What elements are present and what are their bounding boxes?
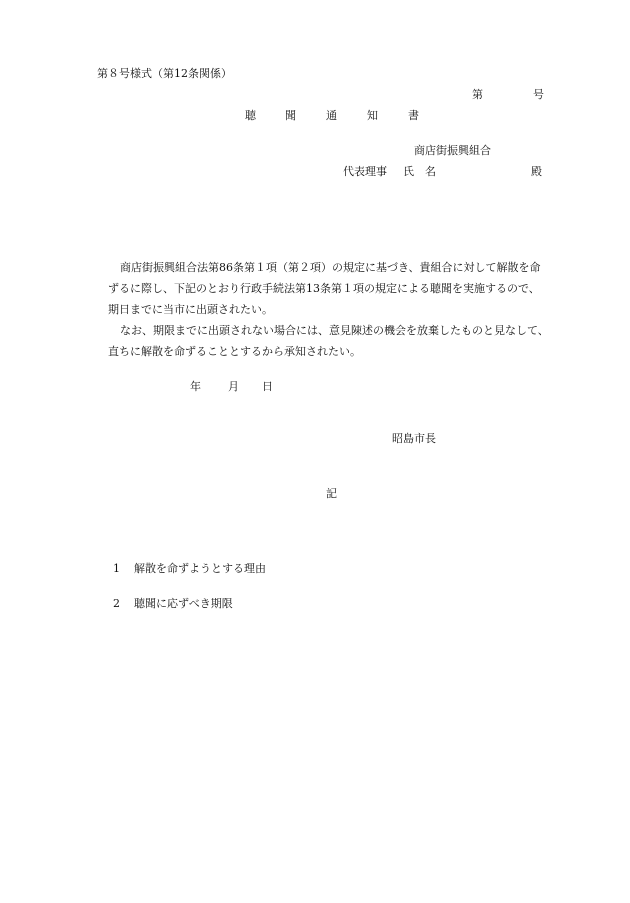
date-year: 年 <box>190 380 201 393</box>
title-char: 書 <box>408 109 419 122</box>
title-char: 通 <box>326 109 337 122</box>
body-line: 直ちに解散を命ずることとするから承知されたい。 <box>108 345 361 358</box>
item-number: 1 <box>113 562 120 575</box>
item-text: 聴聞に応ずべき期限 <box>134 597 233 610</box>
item-number: 2 <box>113 597 120 610</box>
title-char: 知 <box>367 109 378 122</box>
ki-heading: 記 <box>326 487 337 500</box>
addressee-org: 商店街振興組合 <box>414 144 491 157</box>
body-line: 商店街振興組合法第86条第１項（第２項）の規定に基づき、貴組合に対して解散を命 <box>120 261 541 274</box>
addressee-honorific: 殿 <box>531 165 542 178</box>
sender: 昭島市長 <box>392 432 436 445</box>
addressee-name-label: 氏 <box>403 165 414 178</box>
body-line: 期日までに当市に出頭されたい。 <box>108 303 273 316</box>
date-day: 日 <box>262 380 273 393</box>
title-char: 聴 <box>245 109 256 122</box>
addressee-rep-label: 代表理事 <box>343 165 387 178</box>
date-month: 月 <box>228 380 239 393</box>
body-line: なお、期限までに出頭されない場合には、意見陳述の機会を放棄したものと見なして、 <box>120 324 549 337</box>
form-number: 第８号様式（第12条関係） <box>97 67 232 80</box>
doc-number-go: 号 <box>533 88 544 101</box>
doc-number-dai: 第 <box>472 88 483 101</box>
body-line: ずるに際し、下記のとおり行政手続法第13条第１項の規定による聴聞を実施するので、 <box>108 282 540 295</box>
item-text: 解散を命ずようとする理由 <box>134 562 266 575</box>
title-char: 聞 <box>285 109 296 122</box>
addressee-name-label: 名 <box>425 165 436 178</box>
